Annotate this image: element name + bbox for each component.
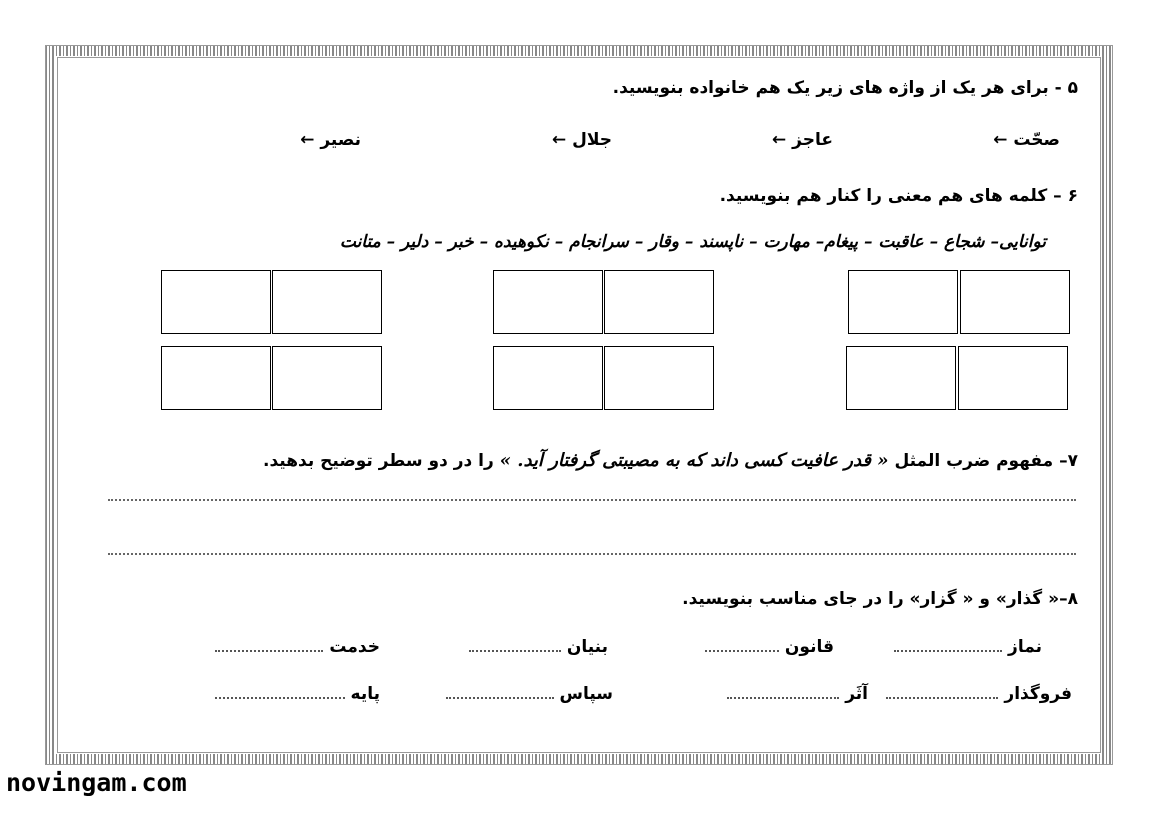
q8-item: پایه (215, 684, 380, 704)
fill-blank[interactable] (894, 650, 1002, 652)
q5-word-1: صحّت← (993, 130, 1060, 150)
site-watermark: novingam.com (6, 768, 187, 797)
question-7 (263, 450, 1078, 471)
q8-item: بنیان (469, 637, 608, 657)
q5-word-4: نصیر← (300, 130, 361, 150)
fill-blank[interactable] (727, 697, 839, 699)
answer-cell[interactable] (604, 346, 714, 410)
answer-cell[interactable] (493, 346, 603, 410)
answer-cell[interactable] (960, 270, 1070, 334)
question-8-title: ۸–« گذار» و « گزار» را در جای مناسب بنویسید. (682, 589, 1078, 609)
q8-item: قانون (705, 637, 834, 657)
answer-box-group-middle (493, 270, 715, 400)
answer-line-2[interactable] (108, 553, 1076, 555)
q8-item: فروگذار (886, 684, 1072, 704)
q7-suffix: را در دو سطر توضیح بدهید. (263, 451, 494, 471)
q7-proverb: « قدر عافیت کسی داند که به مصیبتی گرفتار آید. » (499, 450, 889, 471)
answer-cell[interactable] (161, 270, 271, 334)
fill-blank[interactable] (469, 650, 561, 652)
answer-cell[interactable] (272, 346, 382, 410)
q5-word-3: جلال← (551, 130, 612, 150)
question-6-title: ۶ – کلمه های هم معنی را کنار هم بنویسید. (719, 186, 1078, 206)
q7-prefix: ۷– مفهوم ضرب المثل (894, 451, 1078, 471)
answer-box-group-right (848, 270, 1070, 400)
fill-blank[interactable] (215, 650, 323, 652)
answer-cell[interactable] (493, 270, 603, 334)
answer-cell[interactable] (846, 346, 956, 410)
q8-item: نماز (894, 637, 1042, 657)
answer-cell[interactable] (604, 270, 714, 334)
fill-blank[interactable] (446, 697, 554, 699)
q8-item: خدمت (215, 637, 380, 657)
q8-item: آثَر (727, 684, 868, 704)
answer-line-1[interactable] (108, 499, 1076, 501)
question-5-title: ۵ - برای هر یک از واژه های زیر یک هم خانواده بنویسید. (612, 78, 1078, 98)
answer-box-group-left (161, 270, 383, 400)
q8-item: سپاس (446, 684, 614, 704)
q5-word-2: عاجز← (771, 130, 833, 150)
answer-cell[interactable] (272, 270, 382, 334)
fill-blank[interactable] (705, 650, 779, 652)
fill-blank[interactable] (215, 697, 345, 699)
answer-cell[interactable] (161, 346, 271, 410)
fill-blank[interactable] (886, 697, 998, 699)
answer-cell[interactable] (848, 270, 958, 334)
answer-cell[interactable] (958, 346, 1068, 410)
q6-word-list: توانایی– شجاع – عاقبت – پیغام– مهارت – ناپسند – وقار – سرانجام – نکوهیده – خبر – دلیر – متانت (339, 232, 1046, 252)
